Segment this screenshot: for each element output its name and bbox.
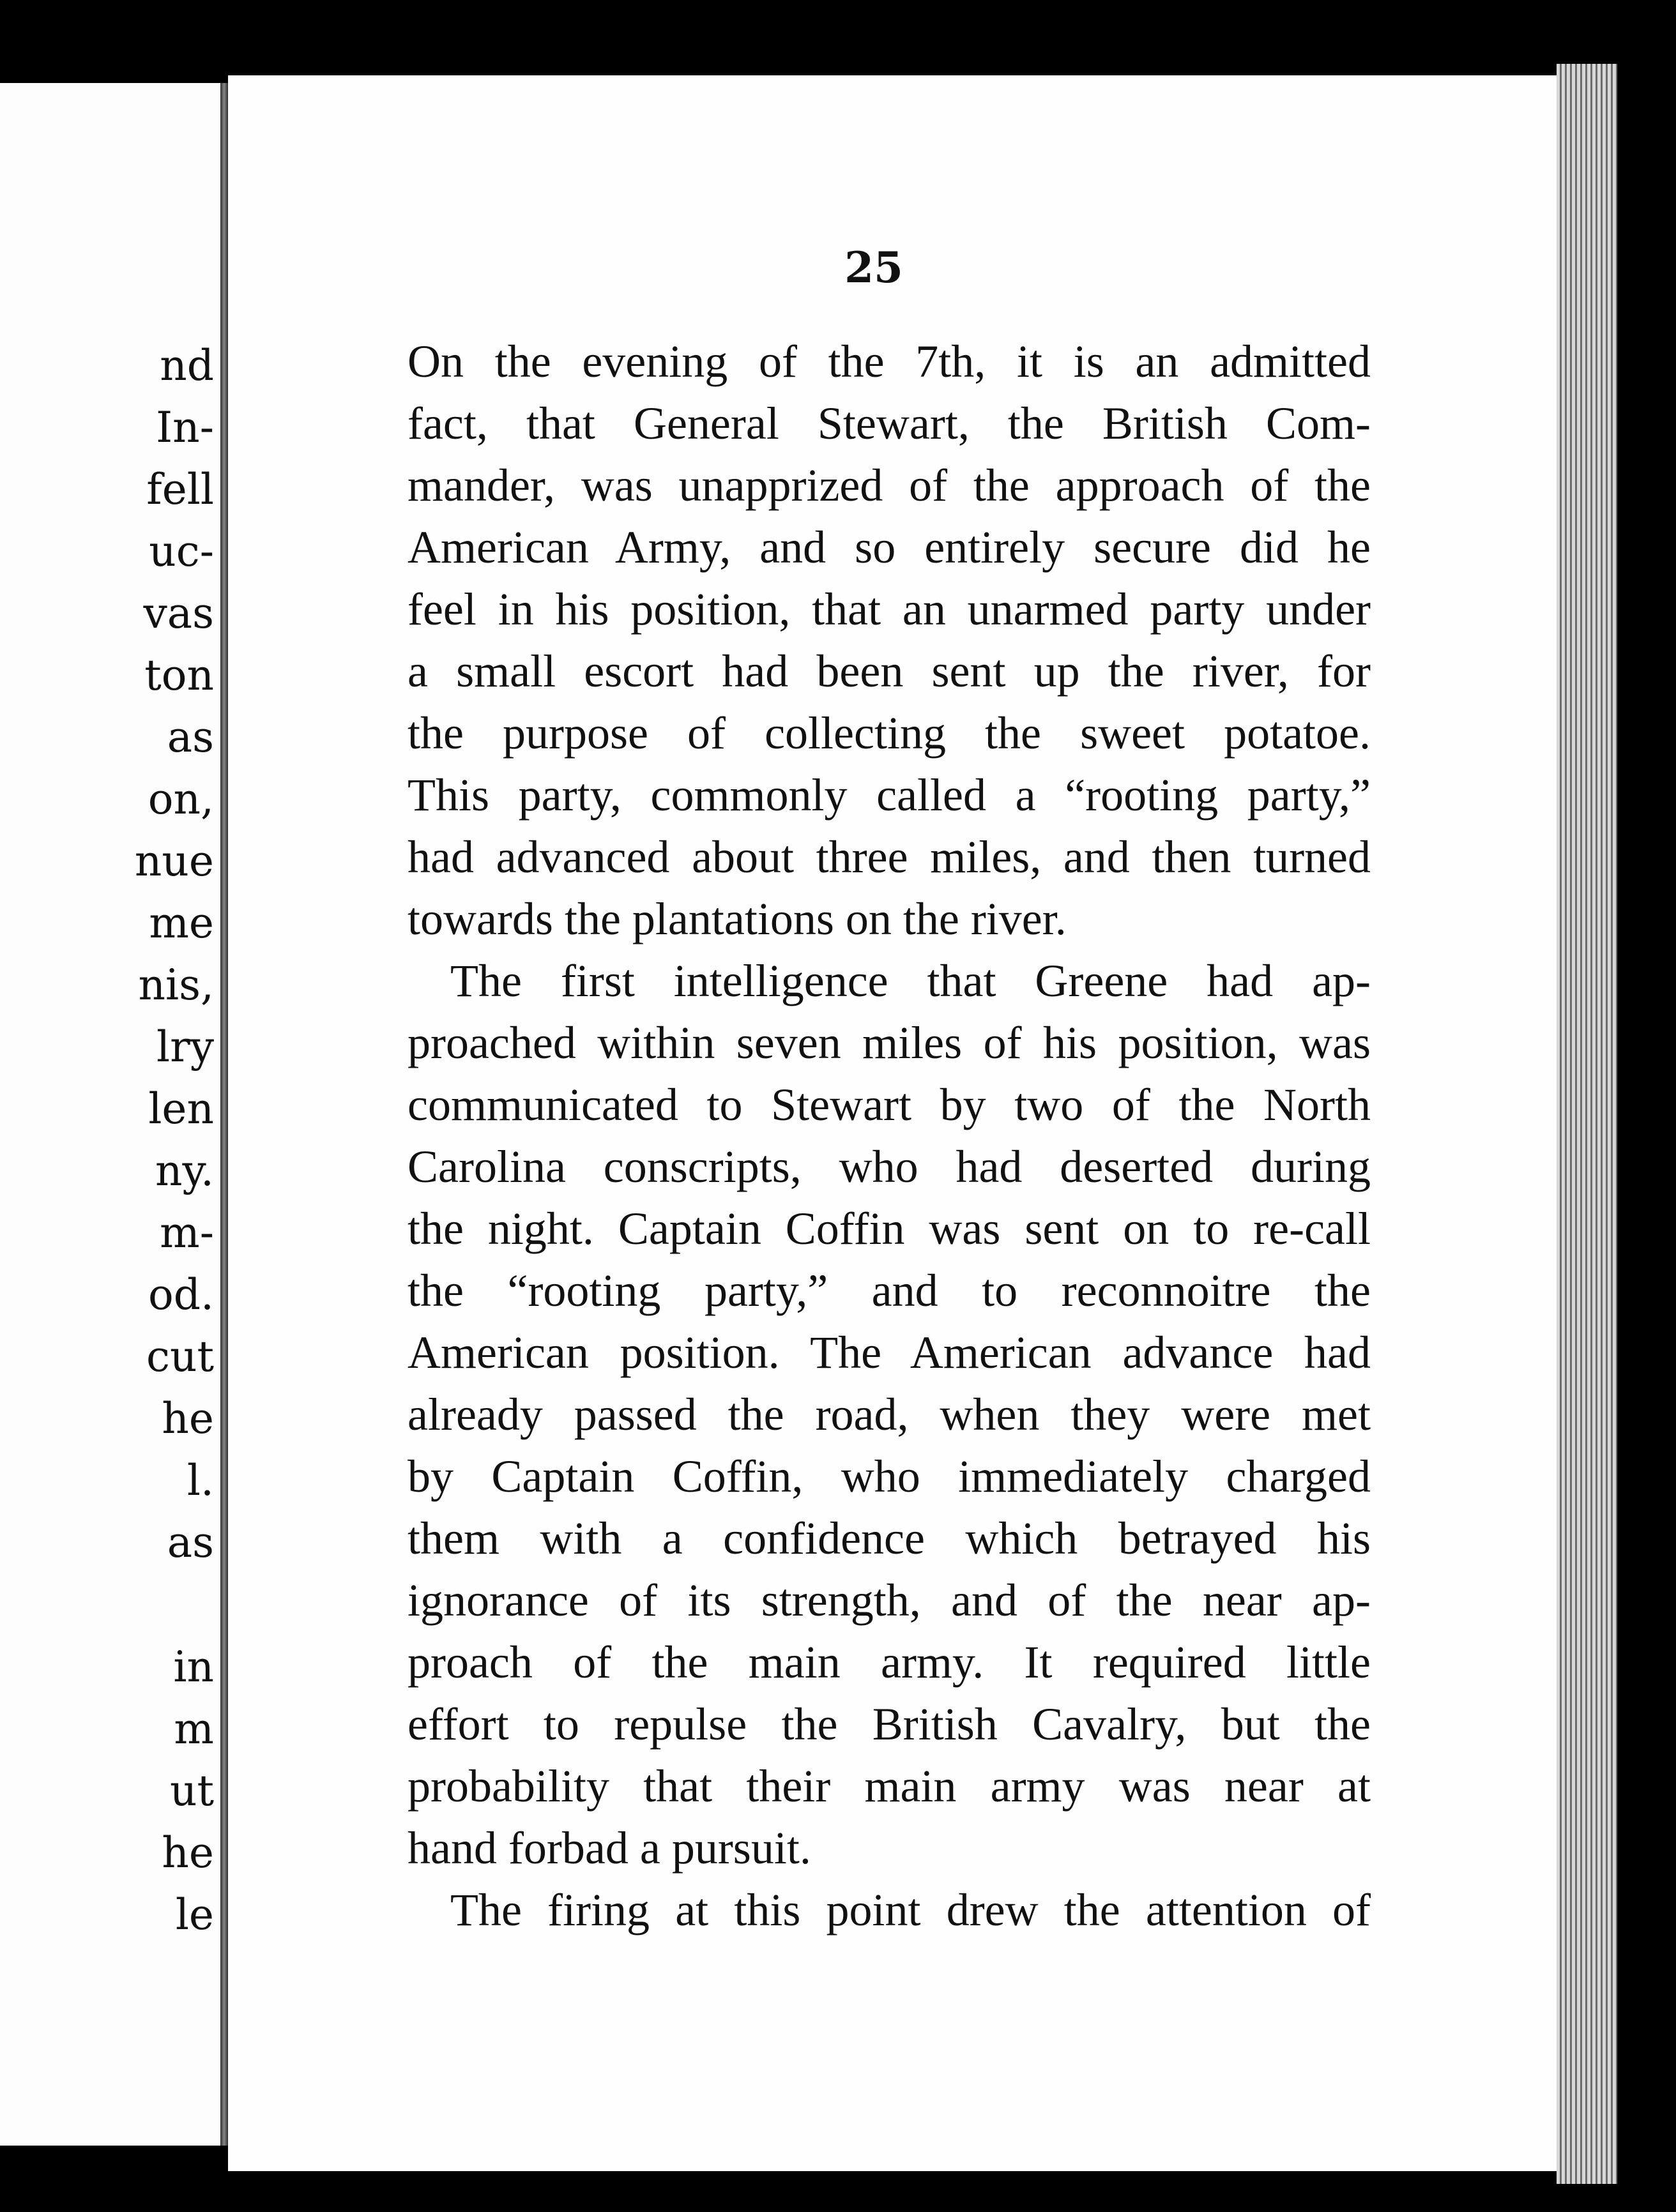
text-line: ignorance of its strength, and of the near ap- [408, 1575, 1371, 1626]
left-page-fragment: len [148, 1084, 214, 1133]
left-page-fragment: lry [156, 1022, 214, 1072]
left-page-fragment: ny. [155, 1146, 214, 1195]
left-page-fragment: ut [169, 1766, 214, 1815]
text-line: hand forbad a pursuit. [408, 1822, 811, 1874]
left-page-fragment: le [175, 1890, 214, 1939]
text-line: proached within seven miles of his position, was [408, 1017, 1371, 1068]
left-page-fragment: as [167, 1518, 214, 1567]
text-line: feel in his position, that an unarmed party under [408, 584, 1371, 635]
text-line: the purpose of collecting the sweet potatoe. [408, 708, 1371, 759]
left-page-fragment: cut [146, 1332, 214, 1381]
left-page-fragment: l. [187, 1456, 214, 1505]
left-page-fragment: he [162, 1394, 214, 1443]
left-page-fragment: uc- [149, 527, 214, 576]
left-page-fragment: nue [134, 837, 214, 886]
left-page-fragment: vas [143, 589, 214, 638]
text-line: The firing at this point drew the attention of [450, 1884, 1371, 1936]
left-page-fragment: m [174, 1704, 214, 1754]
left-page-fragment: in [173, 1642, 214, 1692]
left-page-fragment: on, [148, 775, 214, 824]
text-line: Carolina conscripts, who had deserted during [408, 1141, 1371, 1192]
left-page-fragment: he [162, 1828, 214, 1877]
text-line: communicated to Stewart by two of the North [408, 1079, 1371, 1130]
text-line: effort to repulse the British Cavalry, but the [408, 1699, 1371, 1750]
left-page-fragment: ton [144, 651, 214, 700]
page-number: 25 [844, 243, 903, 292]
text-line: On the evening of the 7th, it is an admitted [408, 336, 1371, 387]
text-line: had advanced about three miles, and then turned [408, 831, 1371, 883]
left-page-fragment: m- [160, 1208, 214, 1257]
text-line: American position. The American advance had [408, 1327, 1371, 1378]
text-line: the night. Captain Coffin was sent on to re-call [408, 1203, 1371, 1254]
text-line: by Captain Coffin, who immediately charged [408, 1451, 1371, 1502]
left-page-fragment: me [149, 898, 214, 948]
text-line: mander, was unapprized of the approach of the [408, 460, 1371, 511]
text-line: This party, commonly called a “rooting party,” [408, 769, 1371, 821]
text-line: the “rooting party,” and to reconnoitre the [408, 1265, 1371, 1316]
left-page-fragment: fell [146, 465, 214, 514]
left-page-fragment: as [167, 713, 214, 762]
page-edges [1557, 64, 1617, 2184]
text-line: already passed the road, when they were met [408, 1389, 1371, 1440]
left-page-fragment: od. [148, 1270, 214, 1319]
left-page-fragment: nis, [138, 960, 214, 1010]
left-page [0, 83, 220, 2146]
left-page-fragment: In- [156, 403, 214, 452]
book-gutter [220, 83, 228, 2146]
text-line: American Army, and so entirely secure did he [408, 522, 1371, 573]
text-line: them with a confidence which betrayed his [408, 1513, 1371, 1564]
text-line: towards the plantations on the river. [408, 893, 1067, 944]
text-line: a small escort had been sent up the river, for [408, 646, 1371, 697]
text-line: fact, that General Stewart, the British Com- [408, 398, 1371, 449]
text-line: The first intelligence that Greene had ap- [450, 955, 1371, 1006]
text-line: proach of the main army. It required little [408, 1637, 1371, 1688]
left-page-fragment: nd [160, 341, 214, 390]
text-line: probability that their main army was near at [408, 1761, 1371, 1812]
